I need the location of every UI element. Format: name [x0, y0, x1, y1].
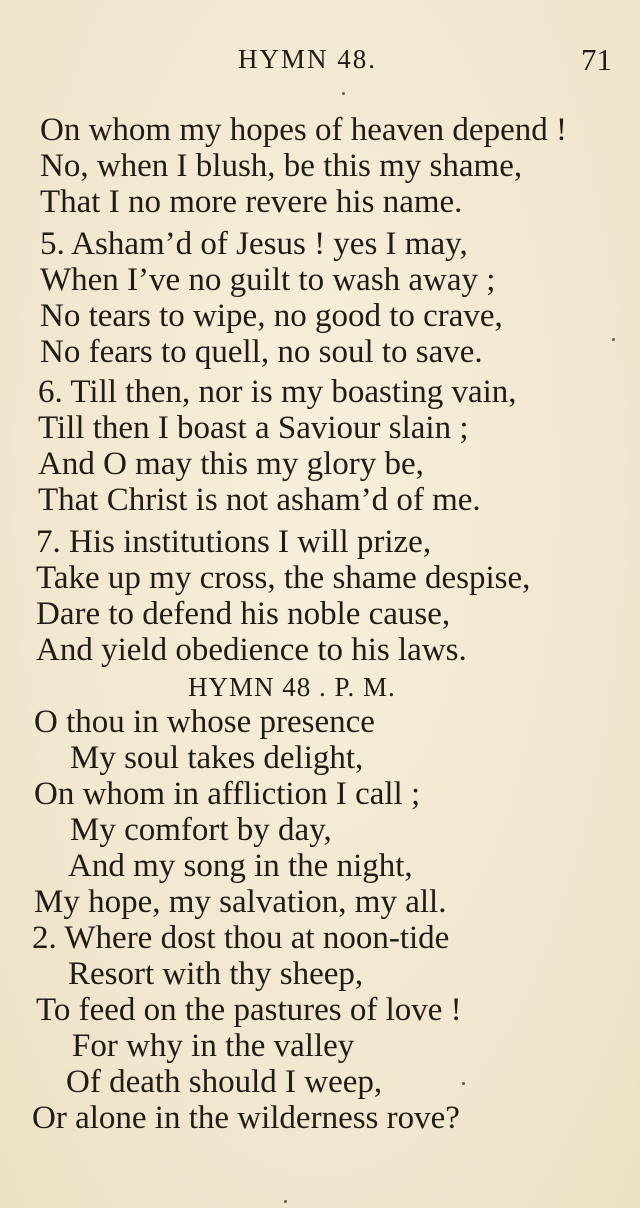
verse-line: My comfort by day, — [70, 812, 332, 848]
verse-line: For why in the valley — [72, 1028, 355, 1064]
page-header — [0, 44, 640, 84]
verse-line: Or alone in the wilderness rove? — [32, 1100, 460, 1136]
text-line: No tears to wipe, no good to crave, — [40, 298, 503, 334]
verse-line: My hope, my salvation, my all. — [34, 884, 447, 920]
text-line: No fears to quell, no soul to save. — [40, 334, 483, 370]
paper-speck — [462, 1082, 465, 1085]
text-line: Till then I boast a Saviour slain ; — [38, 410, 469, 446]
text-line: And O may this my glory be, — [38, 446, 424, 482]
paper-speck — [342, 92, 345, 95]
text-line: That I no more revere his name. — [40, 184, 463, 220]
text-line: When I’ve no guilt to wash away ; — [40, 262, 496, 298]
running-head: HYMN 48. — [238, 44, 378, 74]
verse-line: To feed on the pastures of love ! — [36, 992, 462, 1028]
verse-line: And my song in the night, — [68, 848, 413, 884]
text-line: Take up my cross, the shame despise, — [36, 560, 531, 596]
text-line: 6. Till then, nor is my boasting vain, — [38, 374, 517, 410]
text-line: 5. Asham’d of Jesus ! yes I may, — [40, 226, 468, 262]
verse-line: 2. Where dost thou at noon-tide — [32, 920, 450, 956]
text-line: 7. His institutions I will prize, — [36, 524, 432, 560]
text-line: Dare to defend his noble cause, — [36, 596, 451, 632]
verse-line: My soul takes delight, — [70, 740, 364, 776]
text-line: On whom my hopes of heaven depend ! — [40, 112, 567, 148]
text-line: And yield obedience to his laws. — [36, 632, 467, 668]
hymn-heading: HYMN 48 . P. M. — [188, 672, 396, 702]
verse-line: Resort with thy sheep, — [68, 956, 364, 992]
verse-line: O thou in whose presence — [34, 704, 375, 740]
text-line: No, when I blush, be this my shame, — [40, 148, 523, 184]
paper-speck — [284, 1200, 287, 1203]
text-line: That Christ is not asham’d of me. — [38, 482, 481, 518]
verse-line: On whom in affliction I call ; — [34, 776, 421, 812]
paper-speck — [612, 338, 615, 341]
page-number: 71 — [581, 42, 612, 77]
verse-line: Of death should I weep, — [66, 1064, 383, 1100]
